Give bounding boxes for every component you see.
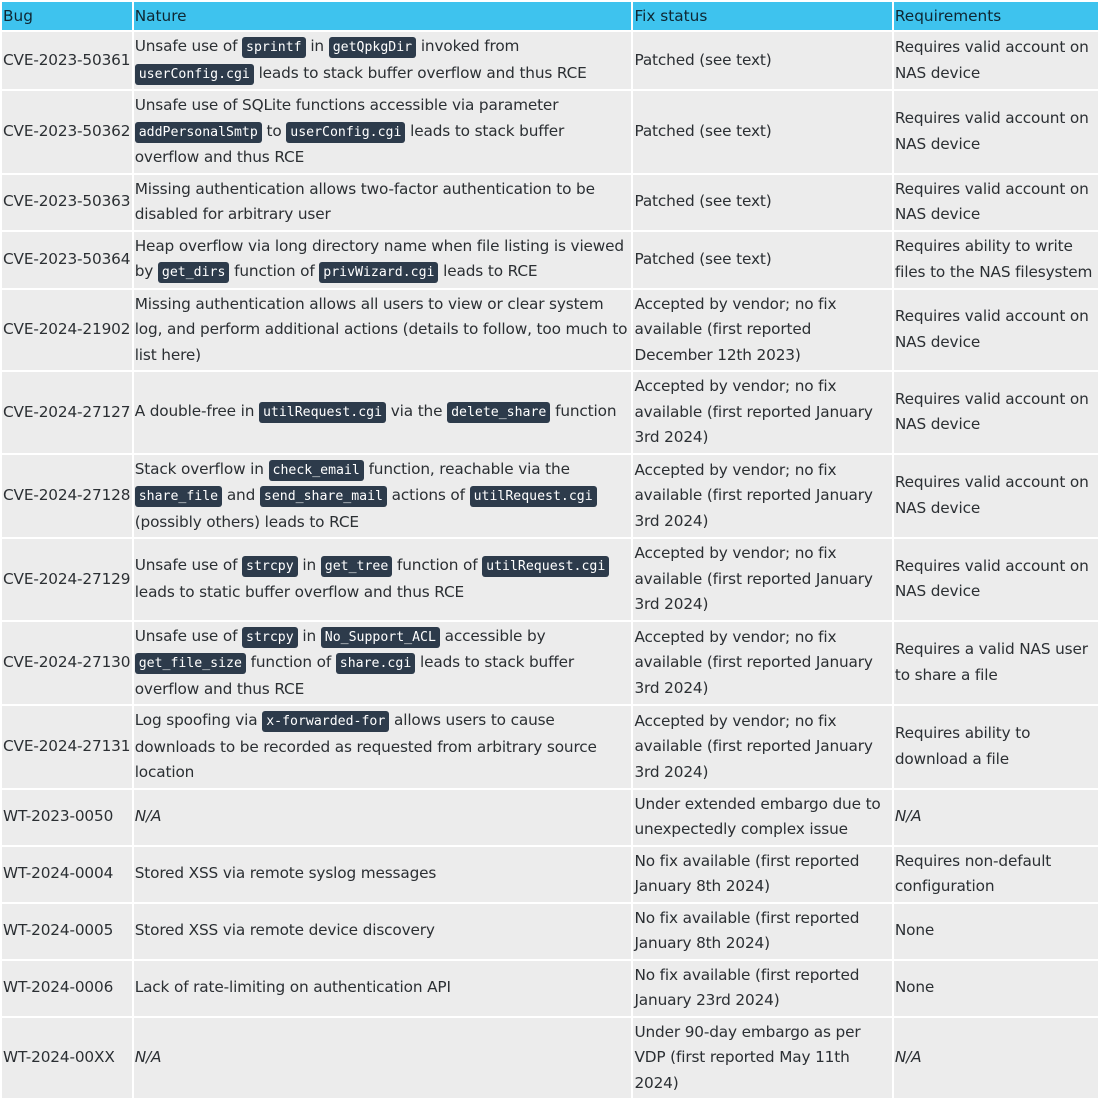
- nature-text: in: [305, 37, 329, 55]
- nature-cell: [134, 372, 632, 453]
- bug-id-cell: CVE-2024-27130: [2, 622, 132, 705]
- code-token: utilRequest.cgi: [470, 486, 597, 507]
- requirements-cell: Requires valid account on NAS device: [894, 455, 1098, 538]
- table-row: [2, 790, 1098, 845]
- bug-id-cell: CVE-2024-21902: [2, 290, 132, 371]
- nature-text: function of: [392, 556, 483, 575]
- fix-status-cell: Accepted by vendor; no fix available (first reported December 12th 2023): [633, 290, 891, 371]
- header-requirements: Requirements: [894, 2, 1098, 30]
- fix-status-cell: Accepted by vendor; no fix available (first reported January 3rd 2024): [633, 539, 891, 620]
- fix-status-cell: Accepted by vendor; no fix available (first reported January 3rd 2024): [633, 706, 891, 788]
- table-body: [2, 32, 1098, 1098]
- requirements-cell: Requires ability to write files to the NAS filesystem: [894, 232, 1098, 288]
- table-row: [2, 961, 1098, 1016]
- bug-id-cell: CVE-2023-50361: [2, 32, 132, 89]
- nature-text: Lack of rate-limiting on authentication API: [134, 978, 451, 997]
- bug-id-cell: WT-2024-00XX: [2, 1018, 132, 1099]
- nature-text: accessible by: [439, 626, 546, 645]
- nature-cell: [134, 1018, 632, 1099]
- fix-status-cell: Accepted by vendor; no fix available (first reported January 3rd 2024): [633, 622, 891, 705]
- code-token: get_file_size: [135, 653, 246, 674]
- requirements-cell: None: [894, 904, 1098, 959]
- bug-id-cell: CVE-2023-50363: [2, 175, 132, 230]
- bug-id-cell: CVE-2023-50362: [2, 91, 132, 173]
- nature-cell: [134, 539, 632, 620]
- code-token: share.cgi: [336, 653, 415, 674]
- nature-text: leads to stack buffer overflow and thus RCE: [134, 121, 565, 166]
- nature-cell: [134, 91, 632, 173]
- nature-cell: [134, 961, 632, 1016]
- table-header: [2, 2, 1098, 30]
- header-fix-status: Fix status: [633, 2, 891, 30]
- nature-text: function: [550, 402, 617, 420]
- nature-text: to: [261, 121, 287, 140]
- nature-text: and: [222, 486, 260, 504]
- nature-cell: [134, 706, 632, 788]
- nature-text: in: [297, 626, 321, 645]
- nature-cell: [134, 175, 632, 230]
- code-token: send_share_mail: [260, 486, 387, 507]
- nature-text: Unsafe use of: [134, 556, 243, 575]
- nature-cell: [134, 232, 632, 288]
- header-bug: Bug: [2, 2, 132, 30]
- not-applicable-text: N/A: [134, 1048, 162, 1066]
- nature-text: invoked from: [416, 37, 520, 55]
- bug-id-cell: CVE-2024-27128: [2, 455, 132, 538]
- not-applicable-text: N/A: [894, 807, 922, 826]
- nature-text: Unsafe use of: [134, 37, 243, 55]
- nature-text: Log spoofing via: [134, 711, 263, 729]
- requirements-cell: Requires valid account on NAS device: [894, 290, 1098, 371]
- table-row: [2, 847, 1098, 902]
- nature-text: leads to stack buffer overflow and thus RCE: [253, 63, 587, 82]
- nature-text: Unsafe use of: [134, 626, 243, 645]
- requirements-cell: [894, 1018, 1098, 1099]
- code-token: userConfig.cgi: [135, 64, 254, 85]
- bug-id-cell: CVE-2024-27129: [2, 539, 132, 620]
- fix-status-cell: No fix available (first reported January 23rd 2024): [633, 961, 891, 1016]
- table-row: [2, 290, 1098, 371]
- nature-text: actions of: [386, 486, 470, 504]
- bug-id-cell: WT-2024-0005: [2, 904, 132, 959]
- nature-text: leads to RCE: [438, 262, 538, 280]
- nature-cell: [134, 847, 632, 902]
- code-token: getQpkgDir: [329, 37, 416, 58]
- code-token: privWizard.cgi: [319, 262, 438, 283]
- nature-text: Missing authentication allows all users to view or clear system log, and perform additional actions (details to follow, too much to list here): [134, 294, 628, 364]
- nature-cell: [134, 790, 632, 845]
- requirements-cell: Requires valid account on NAS device: [894, 175, 1098, 230]
- header-row: [2, 2, 1098, 30]
- nature-text: Heap overflow via long directory name when file listing is viewed by: [134, 236, 624, 280]
- code-token: utilRequest.cgi: [482, 556, 609, 577]
- not-applicable-text: N/A: [894, 1048, 922, 1066]
- table-row: [2, 455, 1098, 538]
- bug-id-cell: WT-2023-0050: [2, 790, 132, 845]
- requirements-cell: [894, 790, 1098, 845]
- nature-cell: [134, 455, 632, 538]
- table-row: [2, 232, 1098, 288]
- nature-text: function of: [229, 262, 320, 280]
- table-row: [2, 904, 1098, 959]
- table-row: [2, 91, 1098, 173]
- table-row: [2, 1018, 1098, 1099]
- fix-status-cell: Patched (see text): [633, 232, 891, 288]
- not-applicable-text: N/A: [134, 807, 162, 826]
- nature-text: leads to stack buffer overflow and thus RCE: [134, 653, 574, 698]
- code-token: No_Support_ACL: [321, 627, 440, 648]
- code-token: check_email: [269, 460, 364, 481]
- nature-text: allows users to cause downloads to be recorded as requested from arbitrary source location: [134, 711, 597, 781]
- nature-text: Stack overflow in: [134, 459, 269, 478]
- nature-text: (possibly others) leads to RCE: [134, 512, 359, 531]
- table-row: [2, 539, 1098, 620]
- fix-status-cell: Under 90-day embargo as per VDP (first reported May 11th 2024): [633, 1018, 891, 1099]
- table-row: [2, 32, 1098, 89]
- code-token: share_file: [135, 486, 222, 507]
- code-token: userConfig.cgi: [286, 122, 405, 143]
- nature-text: Unsafe use of SQLite functions accessible via parameter: [134, 96, 559, 114]
- fix-status-cell: Patched (see text): [633, 175, 891, 230]
- header-nature: Nature: [134, 2, 632, 30]
- fix-status-cell: No fix available (first reported January 8th 2024): [633, 847, 891, 902]
- table-row: [2, 622, 1098, 705]
- code-token: get_tree: [321, 556, 393, 577]
- nature-text: Stored XSS via remote syslog messages: [134, 864, 437, 883]
- table-row: [2, 175, 1098, 230]
- code-token: x-forwarded-for: [262, 711, 389, 732]
- nature-text: leads to static buffer overflow and thus RCE: [134, 582, 465, 601]
- code-token: sprintf: [242, 37, 306, 58]
- nature-text: via the: [386, 402, 448, 420]
- code-token: addPersonalSmtp: [135, 122, 262, 143]
- bug-id-cell: WT-2024-0004: [2, 847, 132, 902]
- fix-status-cell: No fix available (first reported January 8th 2024): [633, 904, 891, 959]
- nature-cell: [134, 32, 632, 89]
- nature-text: A double-free in: [134, 402, 259, 420]
- nature-text: function, reachable via the: [363, 459, 570, 478]
- requirements-cell: Requires valid account on NAS device: [894, 372, 1098, 453]
- nature-cell: [134, 622, 632, 705]
- nature-text: function of: [245, 653, 336, 671]
- code-token: strcpy: [242, 556, 298, 577]
- fix-status-cell: Patched (see text): [633, 91, 891, 173]
- bug-id-cell: CVE-2024-27131: [2, 706, 132, 788]
- bug-id-cell: CVE-2024-27127: [2, 372, 132, 453]
- bug-id-cell: WT-2024-0006: [2, 961, 132, 1016]
- fix-status-cell: Accepted by vendor; no fix available (first reported January 3rd 2024): [633, 455, 891, 538]
- requirements-cell: Requires non-default configuration: [894, 847, 1098, 902]
- table-row: [2, 706, 1098, 788]
- requirements-cell: Requires a valid NAS user to share a file: [894, 622, 1098, 705]
- code-token: utilRequest.cgi: [259, 402, 386, 423]
- nature-cell: [134, 290, 632, 371]
- nature-text: Stored XSS via remote device discovery: [134, 921, 435, 940]
- nature-text: in: [297, 556, 321, 575]
- fix-status-cell: Accepted by vendor; no fix available (first reported January 3rd 2024): [633, 372, 891, 453]
- code-token: get_dirs: [158, 262, 230, 283]
- requirements-cell: Requires ability to download a file: [894, 706, 1098, 788]
- bug-id-cell: CVE-2023-50364: [2, 232, 132, 288]
- code-token: strcpy: [242, 627, 298, 648]
- fix-status-cell: Patched (see text): [633, 32, 891, 89]
- requirements-cell: Requires valid account on NAS device: [894, 32, 1098, 89]
- requirements-cell: Requires valid account on NAS device: [894, 539, 1098, 620]
- table-row: [2, 372, 1098, 453]
- code-token: delete_share: [447, 402, 550, 423]
- nature-cell: [134, 904, 632, 959]
- nature-text: Missing authentication allows two-factor authentication to be disabled for arbitrary user: [134, 179, 595, 223]
- fix-status-cell: Under extended embargo due to unexpectedly complex issue: [633, 790, 891, 845]
- requirements-cell: Requires valid account on NAS device: [894, 91, 1098, 173]
- requirements-cell: None: [894, 961, 1098, 1016]
